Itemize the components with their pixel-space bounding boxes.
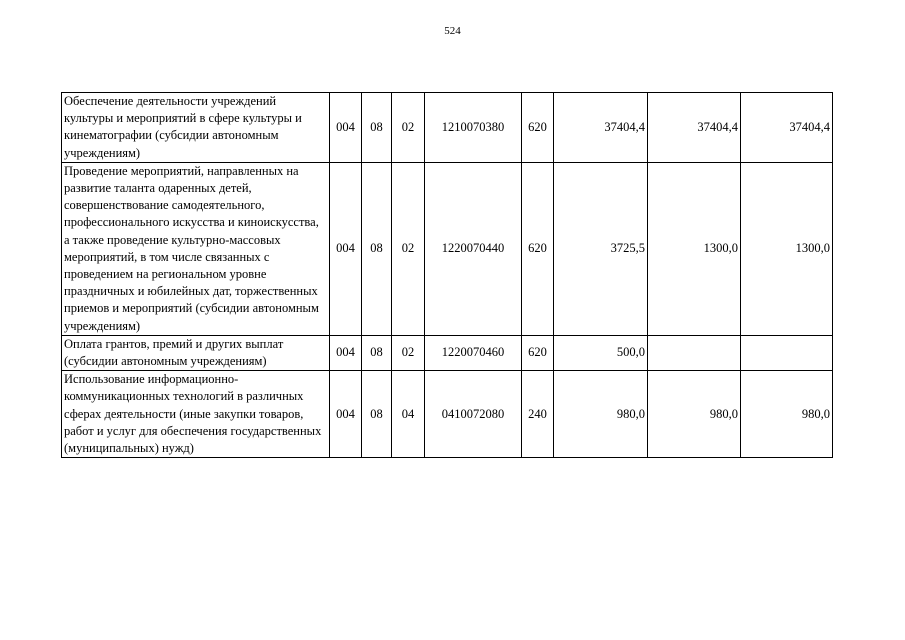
table-row (62, 93, 833, 163)
subsection-code-cell: 02 (392, 93, 425, 163)
amount-year2-cell: 980,0 (648, 371, 741, 458)
section-code-cell: 08 (362, 93, 392, 163)
expense-name-cell: Проведение мероприятий, направленных на развитие таланта одаренных детей, совершенствование самодеятельного, профессионального искусства и киноискусства, а также проведение культурно-массовых мероприятий, в том числе связанных с проведением на региональном уровне праздничных и юбилейных дат, торжественных приемов и мероприятий (субсидии автономным учреждениям) (62, 162, 330, 335)
amount-year1-cell: 500,0 (554, 335, 648, 370)
ministry-code-cell: 004 (330, 335, 362, 370)
amount-year2-cell: 37404,4 (648, 93, 741, 163)
ministry-code-cell: 004 (330, 93, 362, 163)
target-article-cell: 1220070440 (425, 162, 522, 335)
expense-type-cell: 240 (522, 371, 554, 458)
target-article-cell: 1210070380 (425, 93, 522, 163)
expense-name-cell: Использование информационно-коммуникационных технологий в различных сферах деятельности (иные закупки товаров, работ и услуг для обеспечения государственных (муниципальных) нужд) (62, 371, 330, 458)
subsection-code-cell: 02 (392, 162, 425, 335)
amount-year1-cell: 3725,5 (554, 162, 648, 335)
section-code-cell: 08 (362, 371, 392, 458)
subsection-code-cell: 04 (392, 371, 425, 458)
budget-table (61, 92, 833, 458)
target-article-cell: 0410072080 (425, 371, 522, 458)
amount-year2-cell: 1300,0 (648, 162, 741, 335)
table-row (62, 371, 833, 458)
table-row (62, 335, 833, 370)
ministry-code-cell: 004 (330, 162, 362, 335)
target-article-cell: 1220070460 (425, 335, 522, 370)
amount-year1-cell: 37404,4 (554, 93, 648, 163)
amount-year3-cell: 980,0 (741, 371, 833, 458)
section-code-cell: 08 (362, 162, 392, 335)
amount-year3-cell: 1300,0 (741, 162, 833, 335)
expense-type-cell: 620 (522, 162, 554, 335)
ministry-code-cell: 004 (330, 371, 362, 458)
subsection-code-cell: 02 (392, 335, 425, 370)
expense-name-cell: Обеспечение деятельности учреждений культуры и мероприятий в сфере культуры и кинематографии (субсидии автономным учреждениям) (62, 93, 330, 163)
amount-year2-cell (648, 335, 741, 370)
amount-year1-cell: 980,0 (554, 371, 648, 458)
section-code-cell: 08 (362, 335, 392, 370)
page-number: 524 (444, 25, 461, 37)
amount-year3-cell: 37404,4 (741, 93, 833, 163)
amount-year3-cell (741, 335, 833, 370)
expense-name-cell: Оплата грантов, премий и других выплат (субсидии автономным учреждениям) (62, 335, 330, 370)
expense-type-cell: 620 (522, 93, 554, 163)
table-row (62, 162, 833, 335)
expense-type-cell: 620 (522, 335, 554, 370)
